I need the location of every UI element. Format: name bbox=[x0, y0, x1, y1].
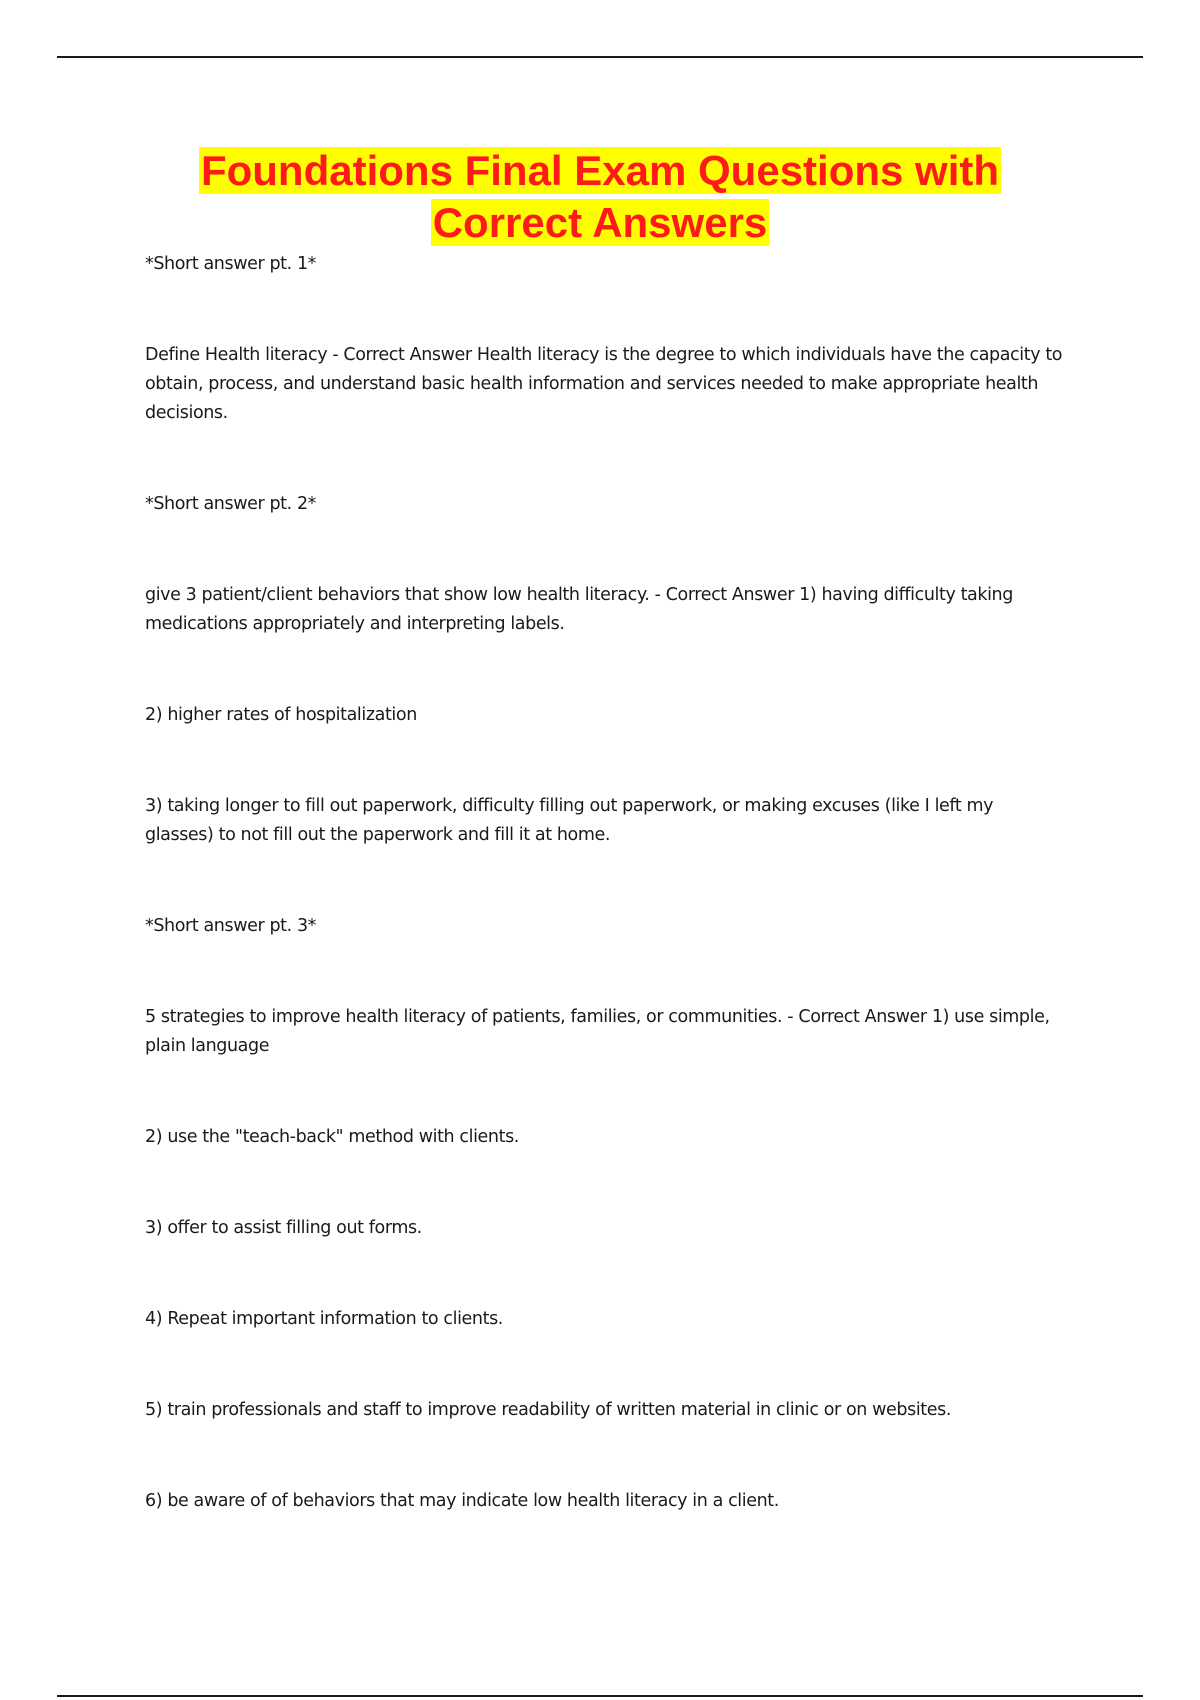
answer-2-item-2: 2) higher rates of hospitalization bbox=[145, 705, 417, 725]
top-rule bbox=[57, 56, 1143, 58]
title-line-1: Foundations Final Exam Questions with bbox=[200, 147, 1000, 194]
section-heading-1: *Short answer pt. 1* bbox=[145, 254, 317, 274]
bottom-rule bbox=[57, 1695, 1143, 1697]
question-2: give 3 patient/client behaviors that show low health literacy. - Correct Answer 1) having difficulty taking medications appropriately and interpreting labels. bbox=[145, 585, 1013, 634]
document-title bbox=[0, 145, 1200, 249]
answer-3-item-4: 4) Repeat important information to clients. bbox=[145, 1309, 503, 1329]
question-1: Define Health literacy - Correct Answer Health literacy is the degree to which individuals have the capacity to obtain, process, and understand basic health information and services needed to make appropriate health decisions. bbox=[145, 345, 1063, 423]
question-3: 5 strategies to improve health literacy of patients, families, or communities. - Correct Answer 1) use simple, plain language bbox=[145, 1007, 1050, 1056]
document-body bbox=[145, 250, 1065, 1516]
answer-2-item-3: 3) taking longer to fill out paperwork, difficulty filling out paperwork, or making excuses (like I left my glasses) to not fill out the paperwork and fill it at home. bbox=[145, 796, 994, 845]
answer-3-item-6: 6) be aware of of behaviors that may indicate low health literacy in a client. bbox=[145, 1491, 779, 1511]
answer-3-item-5: 5) train professionals and staff to improve readability of written material in clinic or on websites. bbox=[145, 1400, 952, 1420]
section-heading-2: *Short answer pt. 2* bbox=[145, 494, 317, 514]
answer-3-item-3: 3) offer to assist filling out forms. bbox=[145, 1218, 422, 1238]
answer-3-item-2: 2) use the "teach-back" method with clients. bbox=[145, 1127, 519, 1147]
title-line-2: Correct Answers bbox=[432, 199, 768, 246]
section-heading-3: *Short answer pt. 3* bbox=[145, 916, 317, 936]
